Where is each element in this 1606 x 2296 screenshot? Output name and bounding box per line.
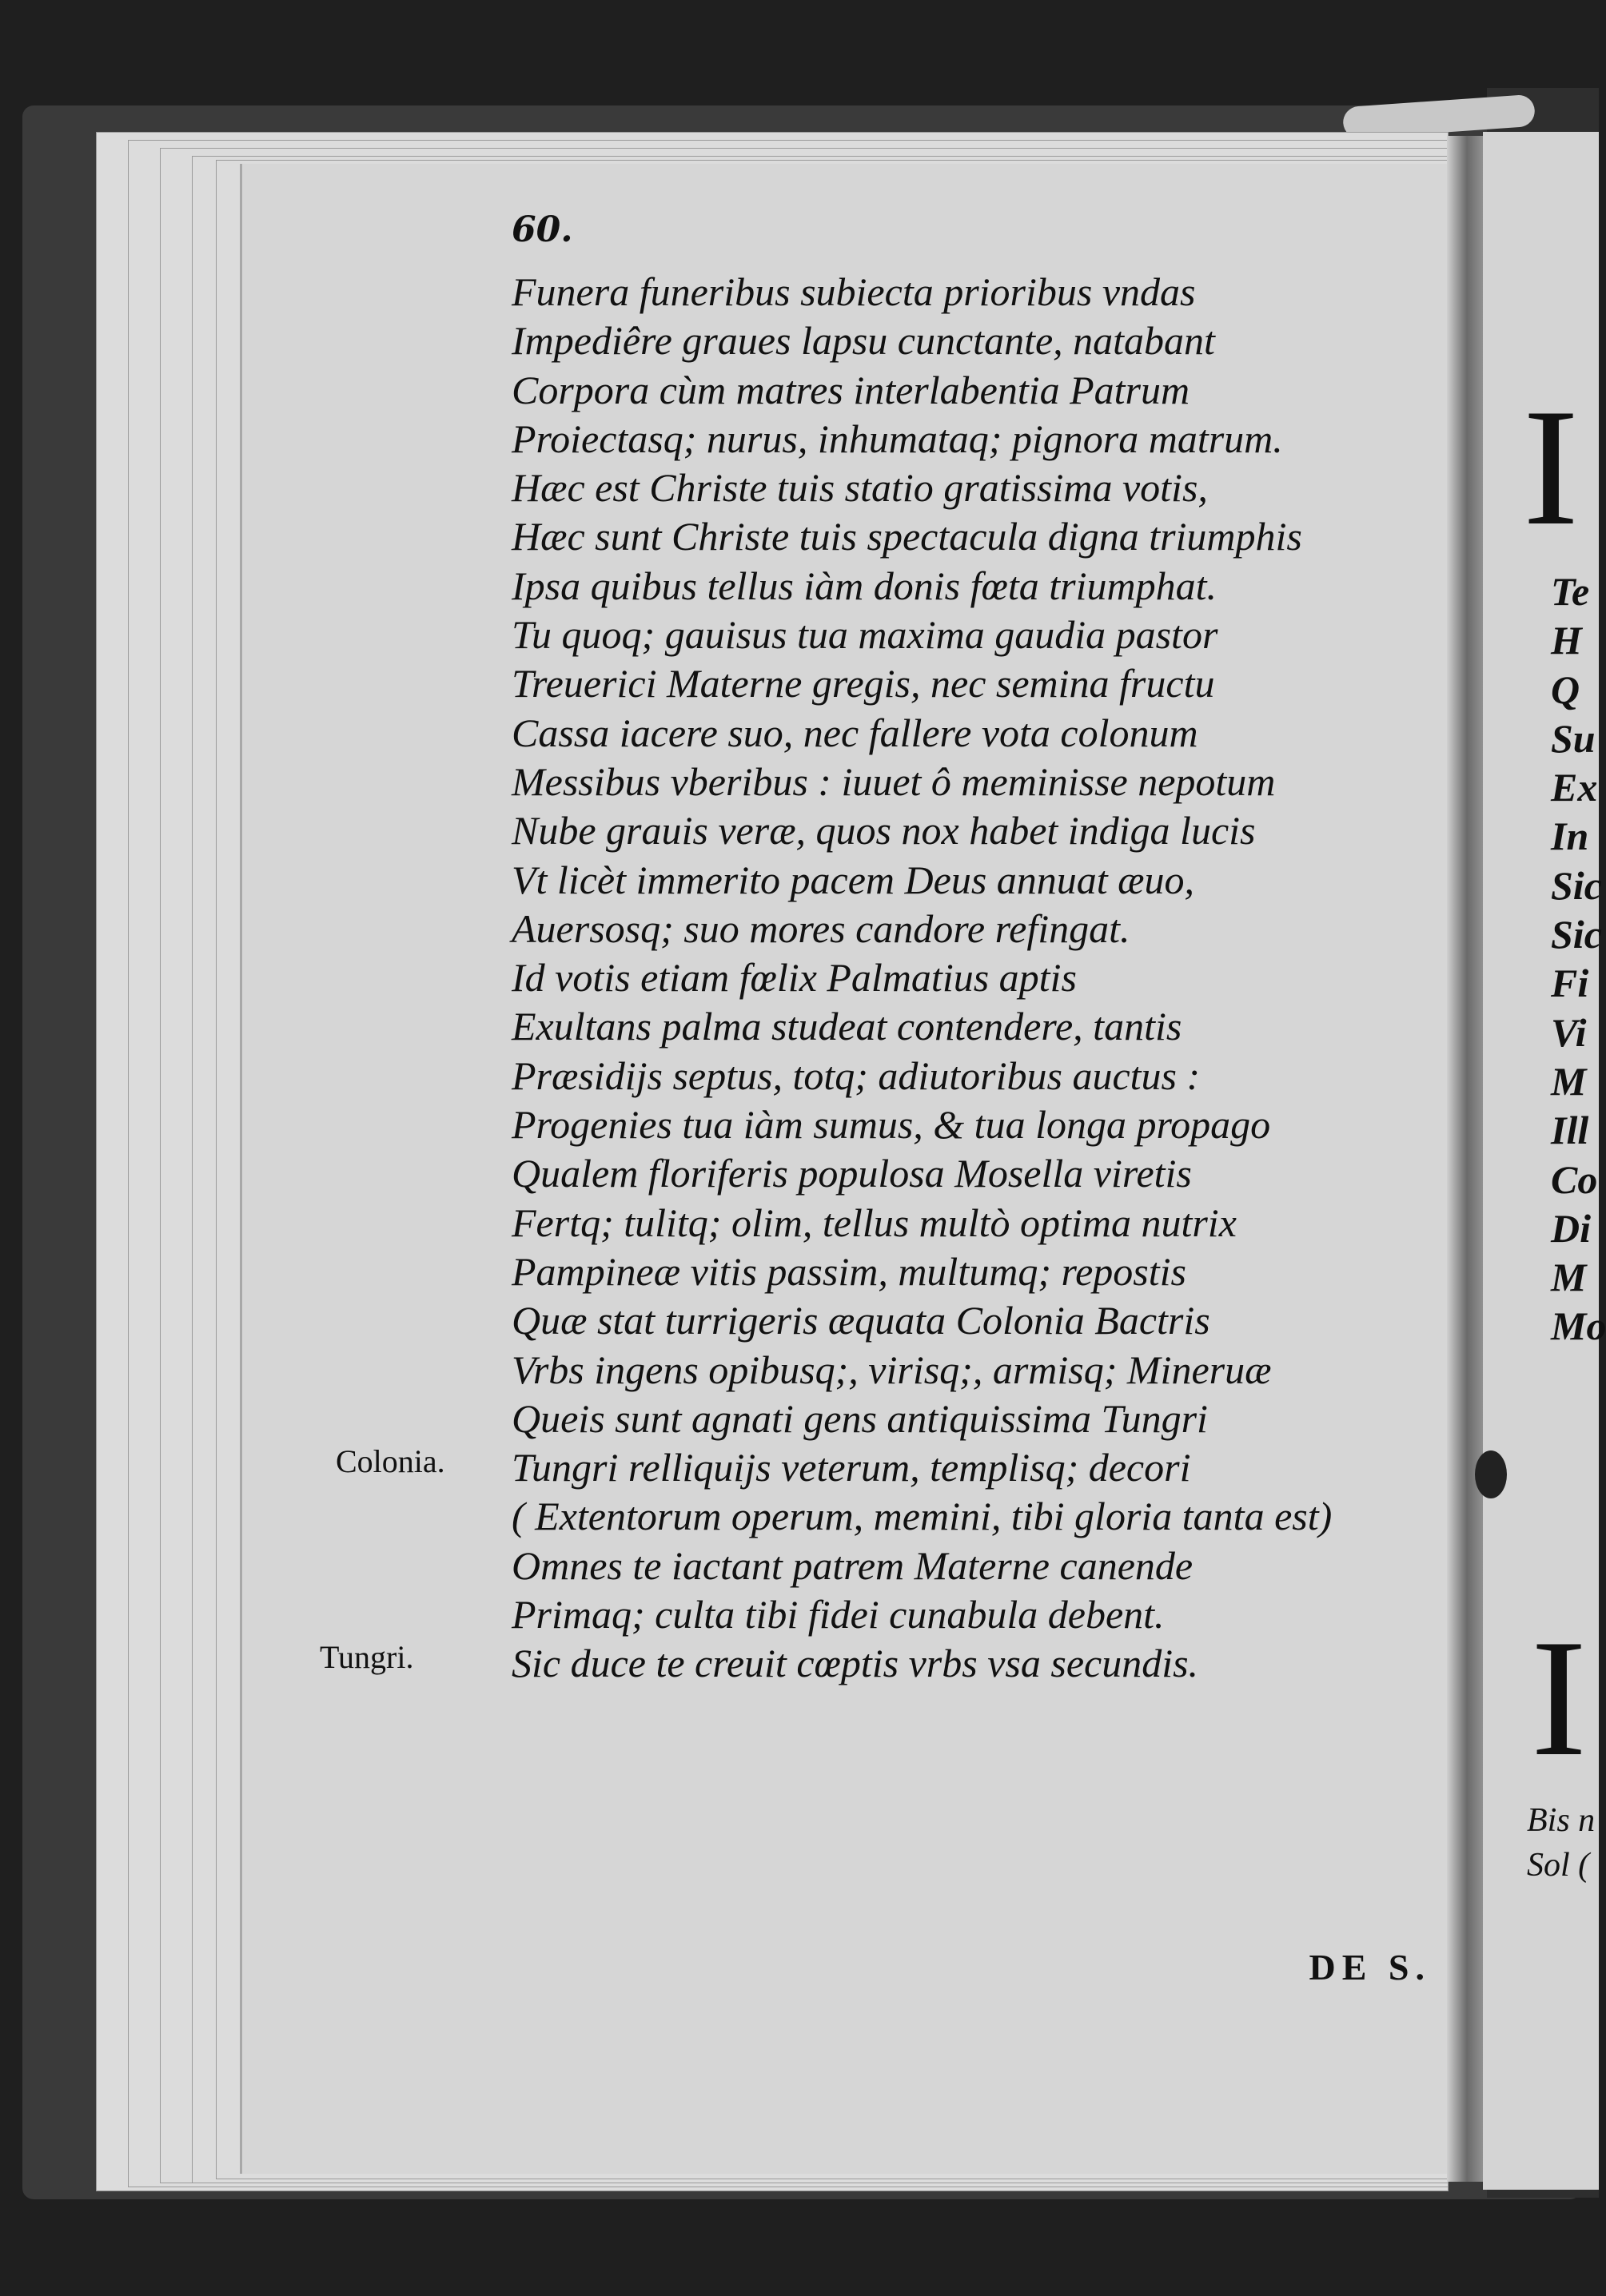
right-line-start: In	[1551, 814, 1589, 859]
verse-line: Progenies tua iàm sumus, & tua longa propago	[512, 1102, 1271, 1148]
margin-note-tungri: Tungri.	[320, 1639, 414, 1675]
margin-note-colonia: Colonia.	[336, 1443, 445, 1479]
verse-line: Nube grauis veræ, quos nox habet indiga lucis	[512, 808, 1256, 854]
verse-line: Pampineæ vitis passim, multumq; repostis	[512, 1248, 1186, 1294]
right-bottom-line: Sol (	[1527, 1847, 1590, 1884]
verse-line: Qualem floriferis populosa Mosella viretis	[512, 1151, 1192, 1196]
verse-line: Messibus vberibus : iuuet ô meminisse nepotum	[512, 758, 1276, 804]
verse-line: Omnes te iactant patrem Materne canende	[512, 1542, 1194, 1588]
right-line-start: Fi	[1551, 961, 1589, 1006]
verse-line: ( Extentorum operum, memini, tibi gloria tanta est)	[512, 1494, 1333, 1539]
right-bottom-line: Bis n	[1527, 1802, 1596, 1839]
verse-line: Hæc sunt Christe tuis spectacula digna triumphis	[512, 514, 1302, 559]
verse-line: Cassa iacere suo, nec fallere vota colonum	[512, 710, 1198, 755]
verse-line: Tu quoq; gauisus tua maxima gaudia pastor	[512, 612, 1218, 658]
right-page-lines	[1551, 567, 1606, 1351]
right-line-start: Mo	[1551, 1303, 1606, 1349]
verse-line: Primaq; culta tibi fidei cunabula debent.	[512, 1592, 1165, 1637]
right-line-start: Di	[1551, 1205, 1591, 1251]
right-page-lower-initial: I	[1531, 1606, 1587, 1791]
verse-line: Id votis etiam fœlix Palmatius aptis	[512, 955, 1077, 1001]
verse-list	[512, 268, 1332, 1689]
right-line-start: Su	[1551, 715, 1596, 761]
right-line-start: M	[1551, 1058, 1587, 1104]
verse-line: Treuerici Materne gregis, nec semina fructu	[512, 661, 1215, 706]
right-page-initial: I	[1523, 375, 1579, 560]
ink-stain	[1475, 1450, 1507, 1498]
verse-line: Ipsa quibus tellus iàm donis fœta triumphat.	[512, 563, 1217, 608]
verse-line: Vt licèt immerito pacem Deus annuat æuo,	[512, 857, 1195, 902]
book-gutter	[1447, 136, 1487, 2182]
catchword: DE S.	[1309, 1947, 1431, 1988]
verse-line: Fertq; tulitq; olim, tellus multò optima nutrix	[512, 1200, 1237, 1245]
verse-line: Funera funeribus subiecta prioribus vndas	[512, 269, 1196, 314]
verse-line: Hæc est Christe tuis statio gratissima votis,	[512, 465, 1208, 511]
verse-line: Præsidijs septus, totq; adiutoribus auctus :	[512, 1052, 1201, 1098]
verse-line: Proiectasq; nurus, inhumataq; pignora matrum.	[512, 416, 1283, 461]
right-line-start: H	[1551, 618, 1582, 663]
right-line-start: Ill	[1551, 1108, 1589, 1153]
right-line-start: Sic	[1551, 912, 1602, 957]
verse-line: Corpora cùm matres interlabentia Patrum	[512, 367, 1190, 412]
verse-line: Tungri relliquijs veterum, templisq; decori	[512, 1445, 1191, 1490]
verse-line: Vrbs ingens opibusq;, virisq;, armisq; Mineruæ	[512, 1347, 1272, 1392]
verse-line: Auersosq; suo mores candore refingat.	[512, 905, 1130, 951]
verse-line: Impediêre graues lapsu cunctante, natabant	[512, 318, 1215, 364]
verse-line: Exultans palma studeat contendere, tantis	[512, 1004, 1182, 1049]
right-line-start: Q	[1551, 667, 1580, 712]
right-line-start: Ex	[1551, 765, 1598, 810]
right-line-start: M	[1551, 1255, 1587, 1300]
verse-line: Queis sunt agnati gens antiquissima Tungri	[512, 1395, 1208, 1441]
verse-line: Quæ stat turrigeris æquata Colonia Bactris	[512, 1298, 1210, 1343]
page-number: 60.	[512, 209, 573, 250]
right-page-bottom-lines	[1527, 1798, 1595, 1888]
right-line-start: Te	[1551, 569, 1590, 614]
right-line-start: Co	[1551, 1156, 1598, 1202]
right-line-start: Sic	[1551, 862, 1602, 908]
verse-line: Sic duce te creuit cœptis vrbs vsa secundis.	[512, 1641, 1199, 1686]
right-line-start: Vi	[1551, 1009, 1587, 1055]
